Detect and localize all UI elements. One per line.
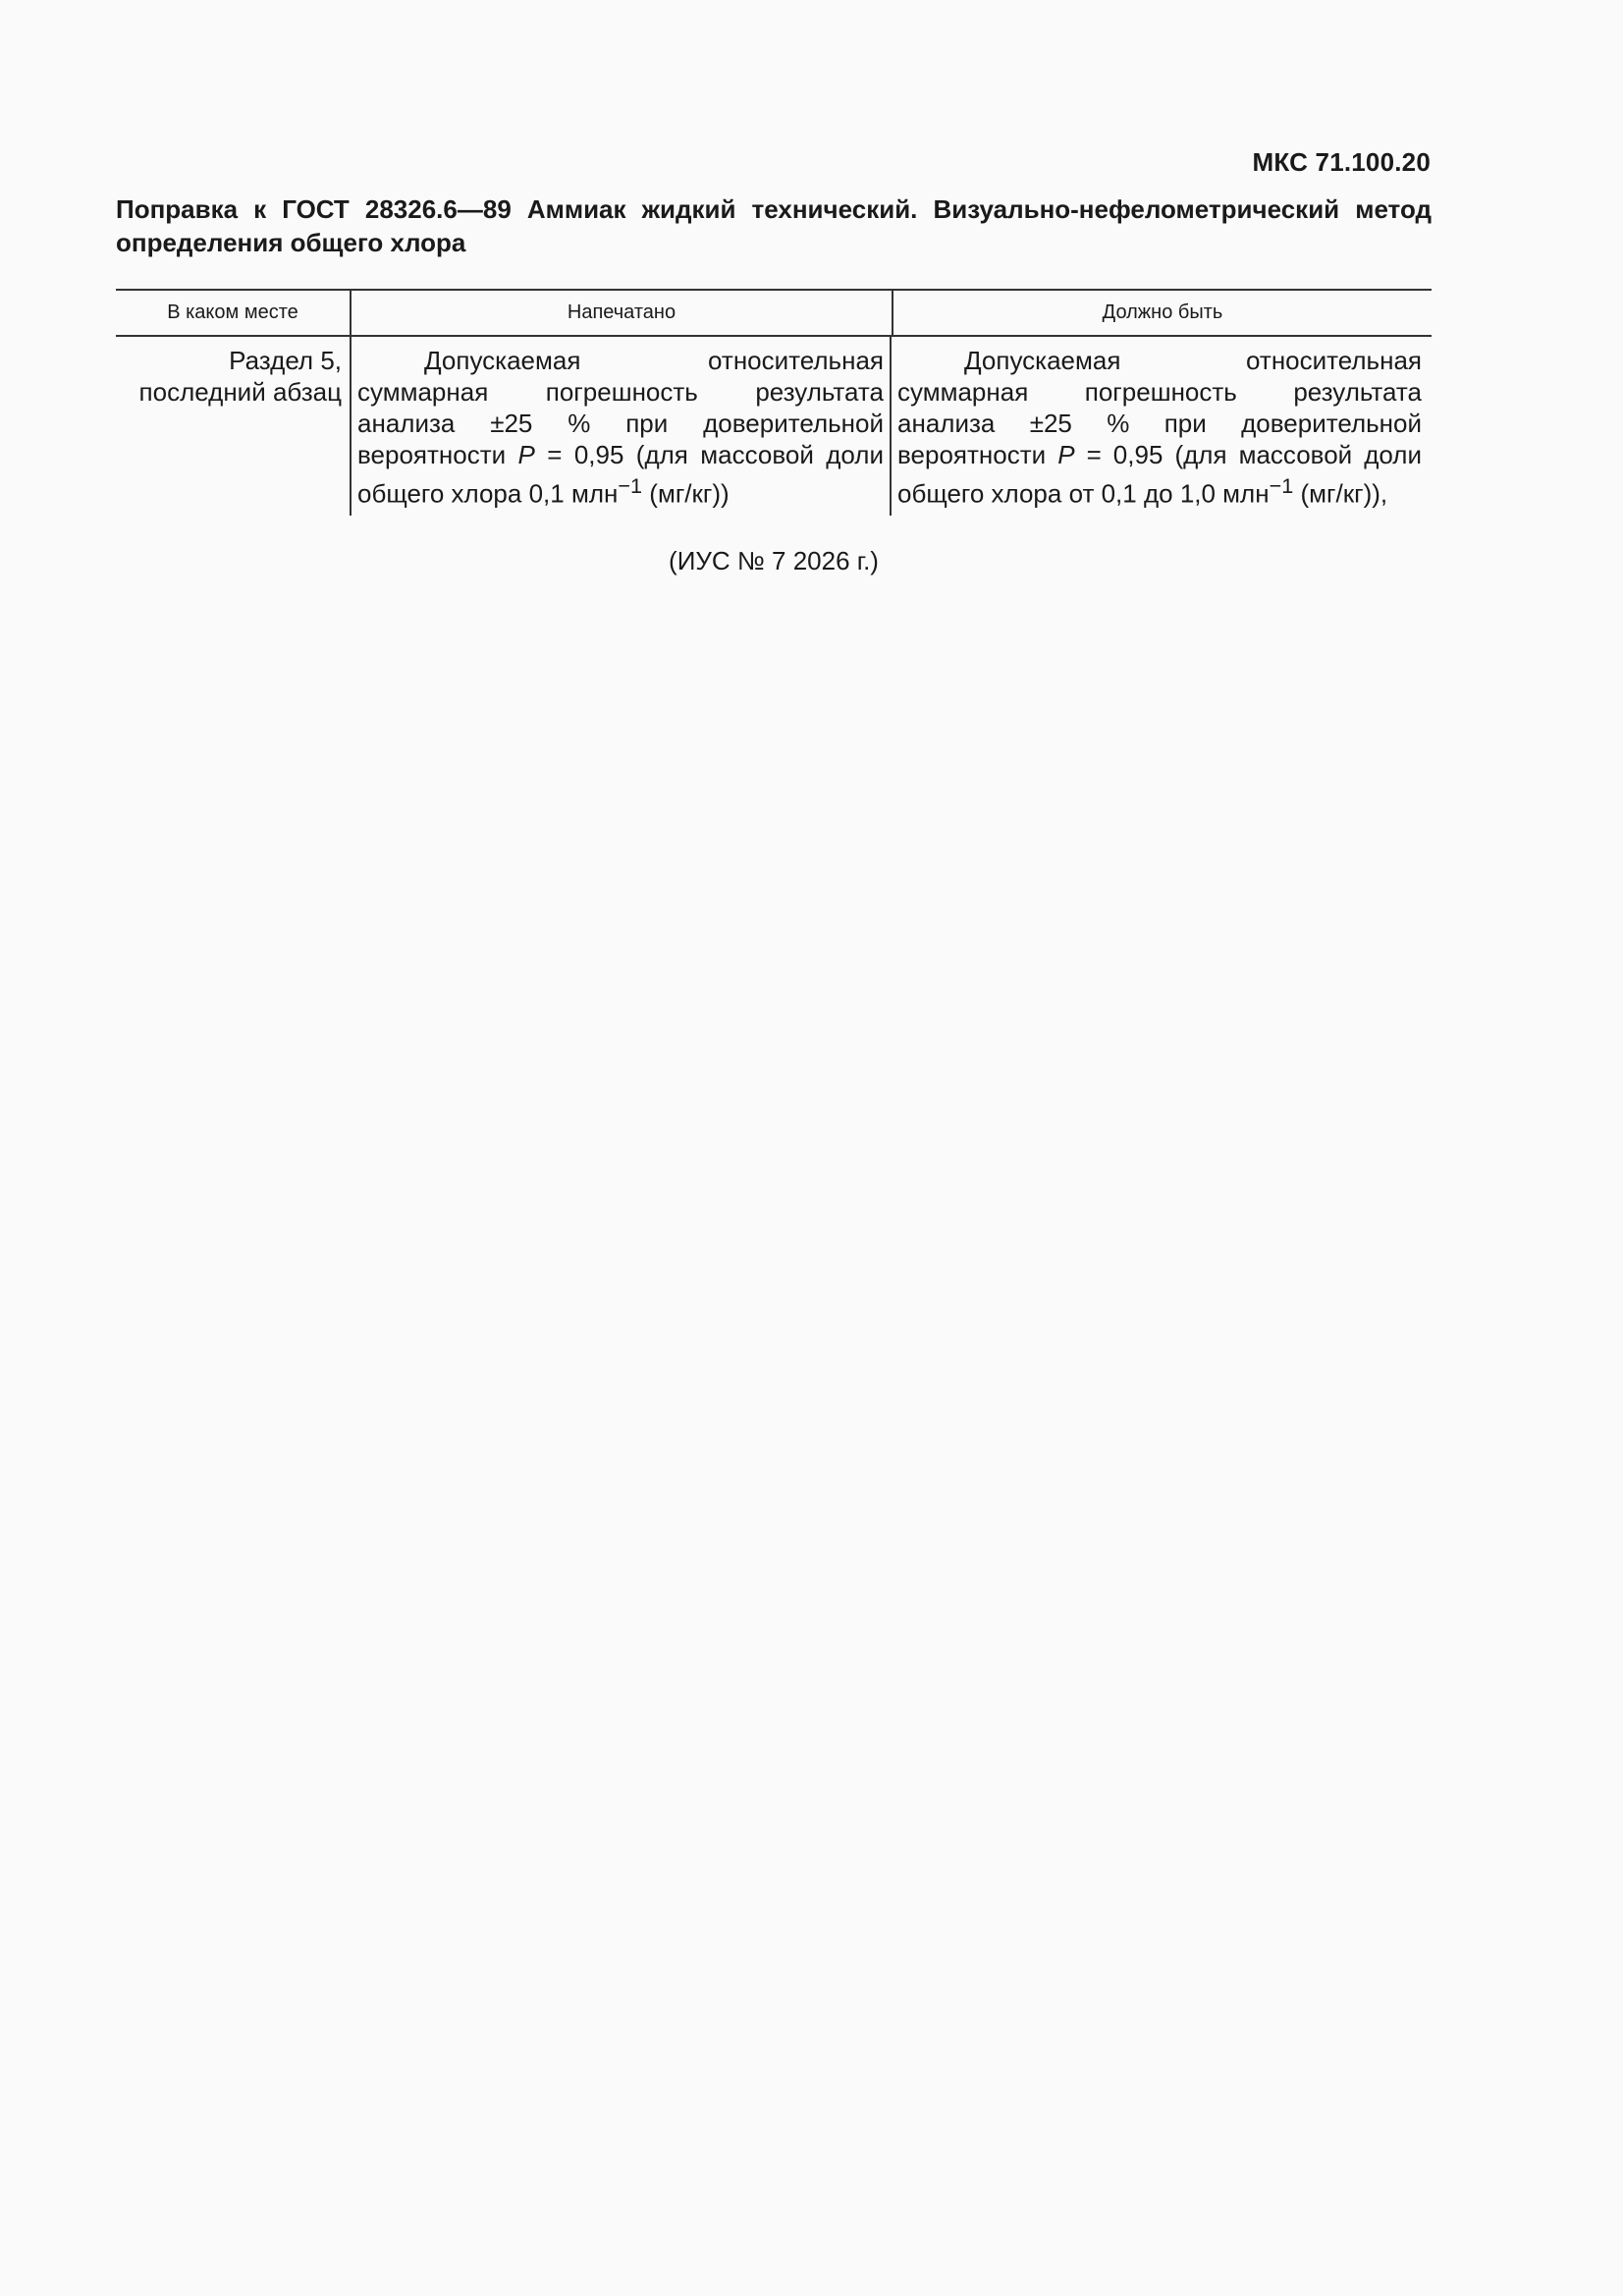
- printed-symbol-p: P: [517, 440, 535, 469]
- printed-text-start: Допускаемая относительная суммарная погрешность результата анализа ±25 % при доверительной вероятности: [357, 346, 884, 469]
- amendment-title: Поправка к ГОСТ 28326.6—89 Аммиак жидкий технический. Визуально-нефелометрический метод определения общего хлора: [116, 194, 1432, 257]
- amendment-table: [116, 289, 1432, 516]
- cell-correct: [890, 337, 1428, 516]
- classification-code: МКС 71.100.20: [1252, 147, 1431, 177]
- correct-superscript: −1: [1269, 473, 1294, 498]
- header-place: В каком месте: [167, 301, 298, 323]
- header-printed: Напечатано: [350, 291, 892, 335]
- correct-text-mid: = 0,95 (для массовой доли общего хлора от 0,1 до 1,0 млн: [897, 440, 1422, 509]
- printed-text-mid: = 0,95 (для массовой доли общего хлора 0,1 млн: [357, 440, 884, 509]
- table-header-row: [116, 291, 1432, 337]
- cell-place: Раздел 5, последний абзац: [138, 346, 342, 407]
- printed-superscript: −1: [618, 473, 643, 498]
- printed-text-end: (мг/кг)): [642, 478, 730, 509]
- correct-symbol-p: P: [1057, 440, 1075, 469]
- ius-reference: (ИУС № 7 2026 г.): [669, 546, 879, 575]
- correct-text-start: Допускаемая относительная суммарная погрешность результата анализа ±25 % при доверительной вероятности: [897, 346, 1422, 469]
- correct-text-end: (мг/кг)),: [1293, 478, 1388, 509]
- header-correct: Должно быть: [892, 291, 1432, 335]
- cell-printed: [350, 337, 890, 516]
- table-row: [116, 337, 1432, 516]
